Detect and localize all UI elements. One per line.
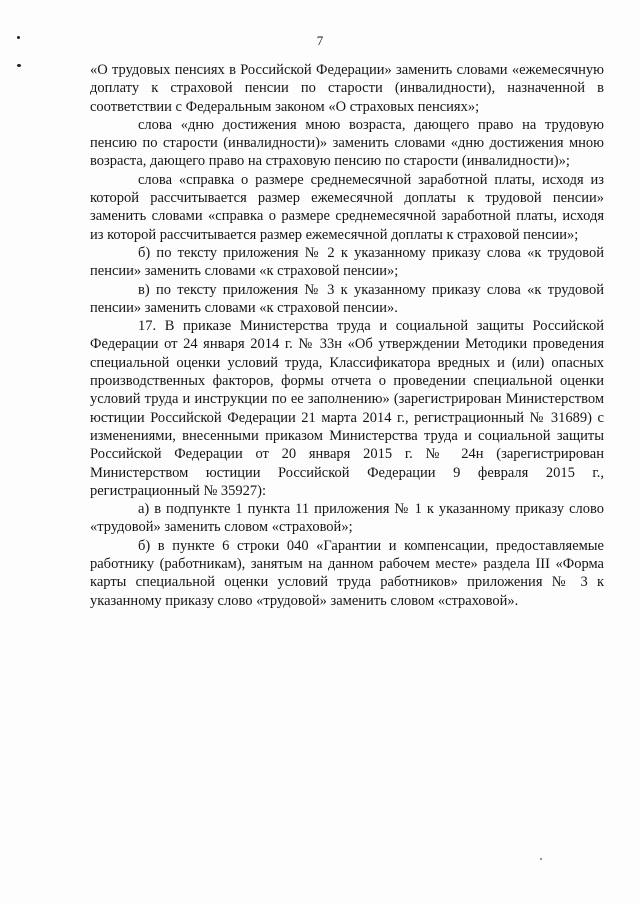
paragraph-continuation: «О трудовых пенсиях в Российской Федерации» заменить словами «ежемесячную доплату к страховой пенсии по старости (инвалидности), назначенной в соответствии с Федеральным законом «О страховых пенсиях»;	[90, 62, 604, 115]
document-body	[90, 61, 604, 610]
paragraph: б) в пункте 6 строки 040 «Гарантии и компенсации, предоставляемые работнику (работникам), занятым на данном рабочем месте» раздела III «Форма карты специальной оценки условий труда работников» приложения № 3 к указанному приказу слово «трудовой» заменить словом «страховой».	[90, 537, 604, 609]
paragraph-item-17: 17. В приказе Министерства труда и социальной защиты Российской Федерации от 24 января 2014 г. № 33н «Об утверждении Методики проведения специальной оценки условий труда, Классификатора вредных и (или) опасных производственных факторов, формы отчета о проведении специальной оценки условий труда и инструкции по ее заполнению» (зарегистрирован Министерством юстиции Российской Федерации 21 марта 2014 г., регистрационный № 31689) с изменениями, внесенными приказом Министерства труда и социальной защиты Российской Федерации от 20 января 2015 г. № 24н (зарегистрирован Министерством юстиции Российской Федерации 9 февраля 2015 г., регистрационный № 35927):	[90, 318, 604, 499]
paragraph: б) по тексту приложения № 2 к указанному приказу слова «к трудовой пенсии» заменить словами «к страховой пенсии»;	[90, 244, 604, 280]
paragraph: а) в подпункте 1 пункта 11 приложения № 1 к указанному приказу слово «трудовой» заменить словом «страховой»;	[90, 501, 604, 536]
paragraph: в) по тексту приложения № 3 к указанному приказу слова «к трудовой пенсии» заменить словами «к страховой пенсии».	[90, 281, 604, 316]
paragraph: слова «дню достижения мною возраста, дающего право на трудовую пенсию по старости (инвалидности)» заменить словами «дню достижения мною возраста, дающего право на страховую пенсию по старости (инвалидности)»;	[90, 116, 604, 170]
scan-speck	[17, 64, 21, 67]
page-number: 7	[316, 33, 324, 48]
paragraph: слова «справка о размере среднемесячной заработной платы, исходя из которой рассчитывается размер ежемесячной доплаты к трудовой пенсии» заменить словами «справка о размере среднемесячной заработной платы, исходя из которой рассчитывается размер ежемесячной доплаты к страховой пенсии»;	[90, 171, 604, 243]
scan-speck	[540, 858, 542, 860]
